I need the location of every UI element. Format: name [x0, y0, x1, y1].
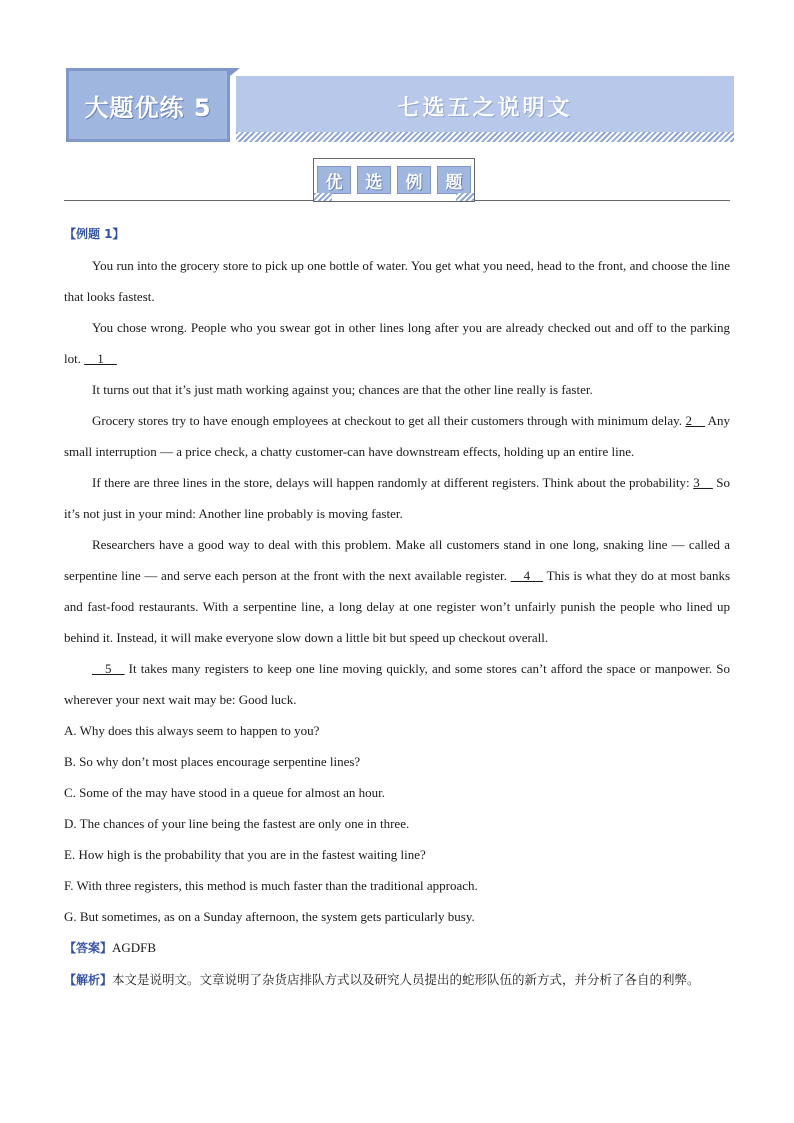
banner-right-panel	[236, 76, 734, 142]
answer-line	[64, 932, 730, 964]
analysis-line	[64, 964, 730, 996]
banner-left-title: 大题优练 5	[66, 68, 230, 142]
title-banner	[66, 68, 734, 142]
analysis-label: 【解析】	[64, 973, 113, 987]
banner-right-title: 七选五之说明文	[397, 95, 573, 121]
paragraph: Grocery stores try to have enough employees at checkout to get all their customers through with minimum delay. 2__ Any small interruption — a price check, a chatty customer-can have downstream effects, holding up an entire line.	[64, 413, 731, 459]
section-shade-left	[314, 193, 332, 201]
paragraph: If there are three lines in the store, delays will happen randomly at different registers. Think about the probability: 3__ So it’s not just in your mind: Another line probably is moving faster.	[64, 475, 731, 521]
paragraph: You chose wrong. People who you swear got in other lines long after you are already checked out and off to the parking lot. __1__	[64, 320, 730, 366]
option-item: B. So why don’t most places encourage serpentine lines?	[64, 754, 361, 769]
blank-5: __5__	[92, 661, 125, 676]
option-item: D. The chances of your line being the fastest are only one in three.	[64, 816, 410, 831]
option-item: F. With three registers, this method is much faster than the traditional approach.	[64, 878, 478, 893]
answer-label: 【答案】	[64, 941, 113, 955]
blank-3: 3__	[693, 475, 713, 490]
blank-2: 2__	[685, 413, 705, 428]
analysis-text: 本文是说明文。文章说明了杂货店排队方式以及研究人员提出的蛇形队伍的新方式，并分析了各自的利弊。	[112, 972, 700, 987]
paragraph: Researchers have a good way to deal with this problem. Make all customers stand in one long, snaking line — called a serpentine line — and serve each person at the front with the next available register. __4__ This is what they do at most banks and fast-food restaurants. With a serpentine line, a long delay at one register won’t unfairly punish the people who lined up behind it. Instead, it will make everyone slow down a little bit but speed up checkout overall.	[64, 537, 731, 645]
paragraph: You run into the grocery store to pick up one bottle of water. You get what you need, head to the front, and choose the line that looks fastest.	[64, 258, 730, 304]
document-body	[64, 218, 730, 996]
banner-stripes	[236, 132, 734, 142]
option-item: E. How high is the probability that you are in the fastest waiting line?	[64, 847, 426, 862]
section-title-char: 优	[317, 166, 351, 194]
option-item: G. But sometimes, as on a Sunday afternoon, the system gets particularly busy.	[64, 909, 475, 924]
section-title-box	[313, 158, 475, 202]
banner-notch	[230, 68, 240, 76]
option-item: A. Why does this always seem to happen to you?	[64, 723, 320, 738]
section-shade-right	[456, 193, 474, 201]
paragraph: __5__ It takes many registers to keep one line moving quickly, and some stores can’t afford the space or manpower. So wherever your next wait may be: Good luck.	[64, 661, 730, 707]
answer-value: AGDFB	[112, 940, 157, 955]
option-item: C. Some of the may have stood in a queue for almost an hour.	[64, 785, 385, 800]
section-title-char: 选	[357, 166, 391, 194]
section-title-char: 题	[437, 166, 471, 194]
paragraph: It turns out that it’s just math working against you; chances are that the other line really is faster.	[92, 382, 593, 397]
example-label: 【例题 1】	[64, 227, 125, 241]
blank-1: __1__	[84, 351, 117, 366]
blank-4: __4__	[510, 568, 544, 583]
section-title-char: 例	[397, 166, 431, 194]
